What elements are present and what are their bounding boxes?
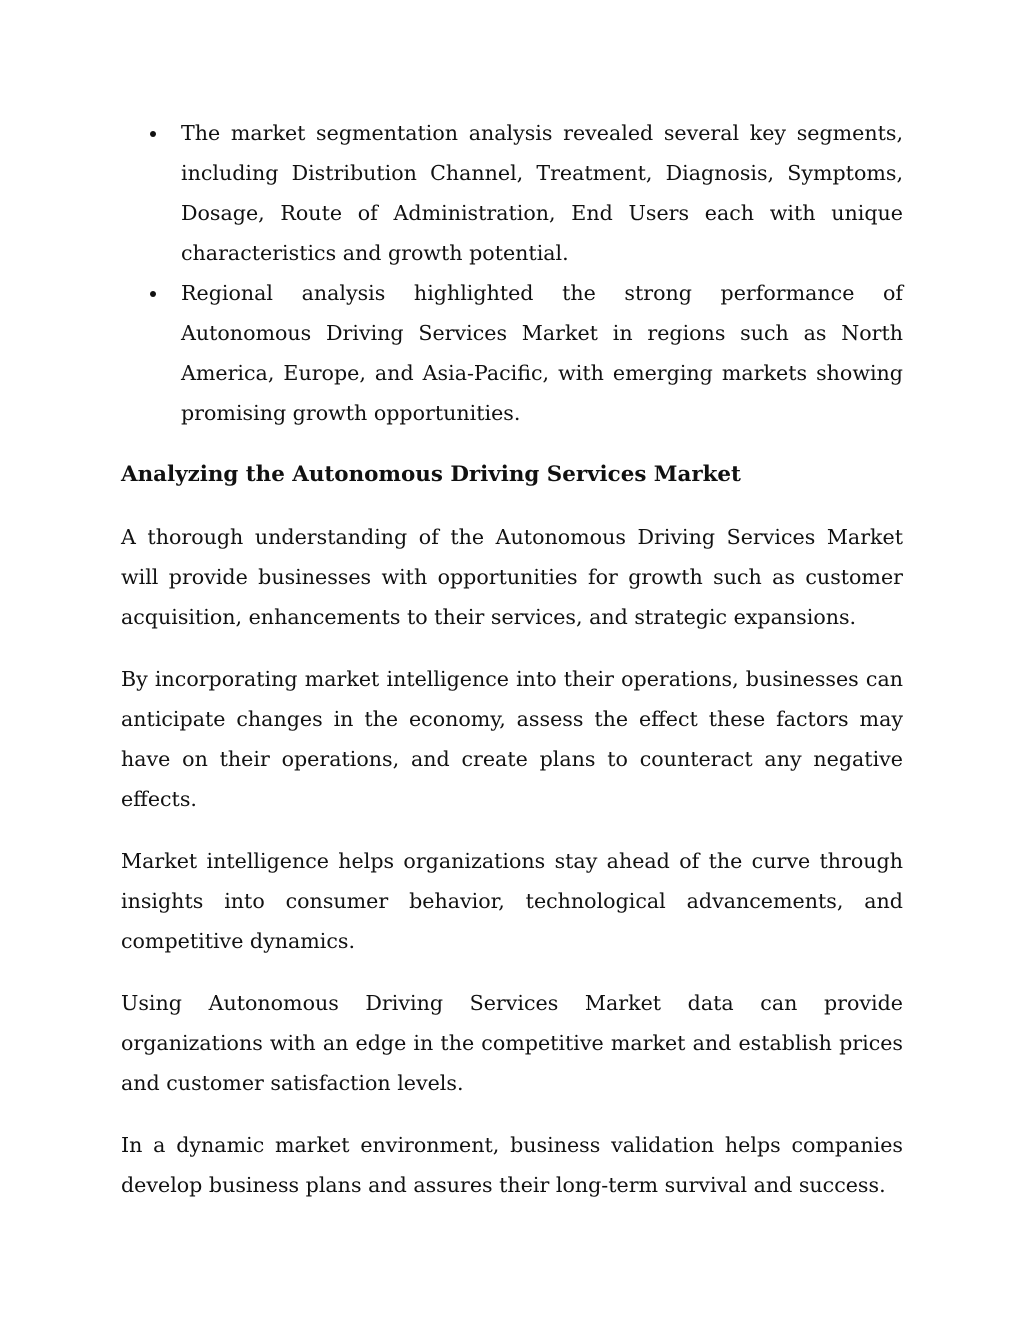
paragraph: Market intelligence helps organizations stay ahead of the curve through insights into consumer behavior, technological advancements, and competitive dynamics. — [121, 849, 903, 953]
bullet-list — [121, 113, 903, 433]
bullet-dot-icon — [150, 131, 156, 137]
bullet-text: Regional analysis highlighted the strong performance of Autonomous Driving Services Market in regions such as North America, Europe, and Asia-Pacific, with emerging markets showing promising growth opportunities. — [181, 281, 903, 425]
paragraph: Using Autonomous Driving Services Market data can provide organizations with an edge in the competitive market and establish prices and customer satisfaction levels. — [121, 991, 903, 1095]
bullet-text: The market segmentation analysis revealed several key segments, including Distribution Channel, Treatment, Diagnosis, Symptoms, Dosage, Route of Administration, End Users each with unique characteristics and growth potential. — [181, 121, 903, 265]
bullet-item — [121, 113, 903, 273]
paragraph: A thorough understanding of the Autonomous Driving Services Market will provide businesses with opportunities for growth such as customer acquisition, enhancements to their services, and strategic expansions. — [121, 525, 903, 629]
document-page — [121, 113, 903, 1205]
section-heading: Analyzing the Autonomous Driving Services Market — [121, 462, 741, 487]
bullet-item — [121, 273, 903, 433]
bullet-dot-icon — [150, 291, 156, 297]
paragraph: By incorporating market intelligence into their operations, businesses can anticipate changes in the economy, assess the effect these factors may have on their operations, and create plans to counteract any negative effects. — [121, 667, 903, 811]
paragraph: In a dynamic market environment, business validation helps companies develop business plans and assures their long-term survival and success. — [121, 1133, 903, 1197]
